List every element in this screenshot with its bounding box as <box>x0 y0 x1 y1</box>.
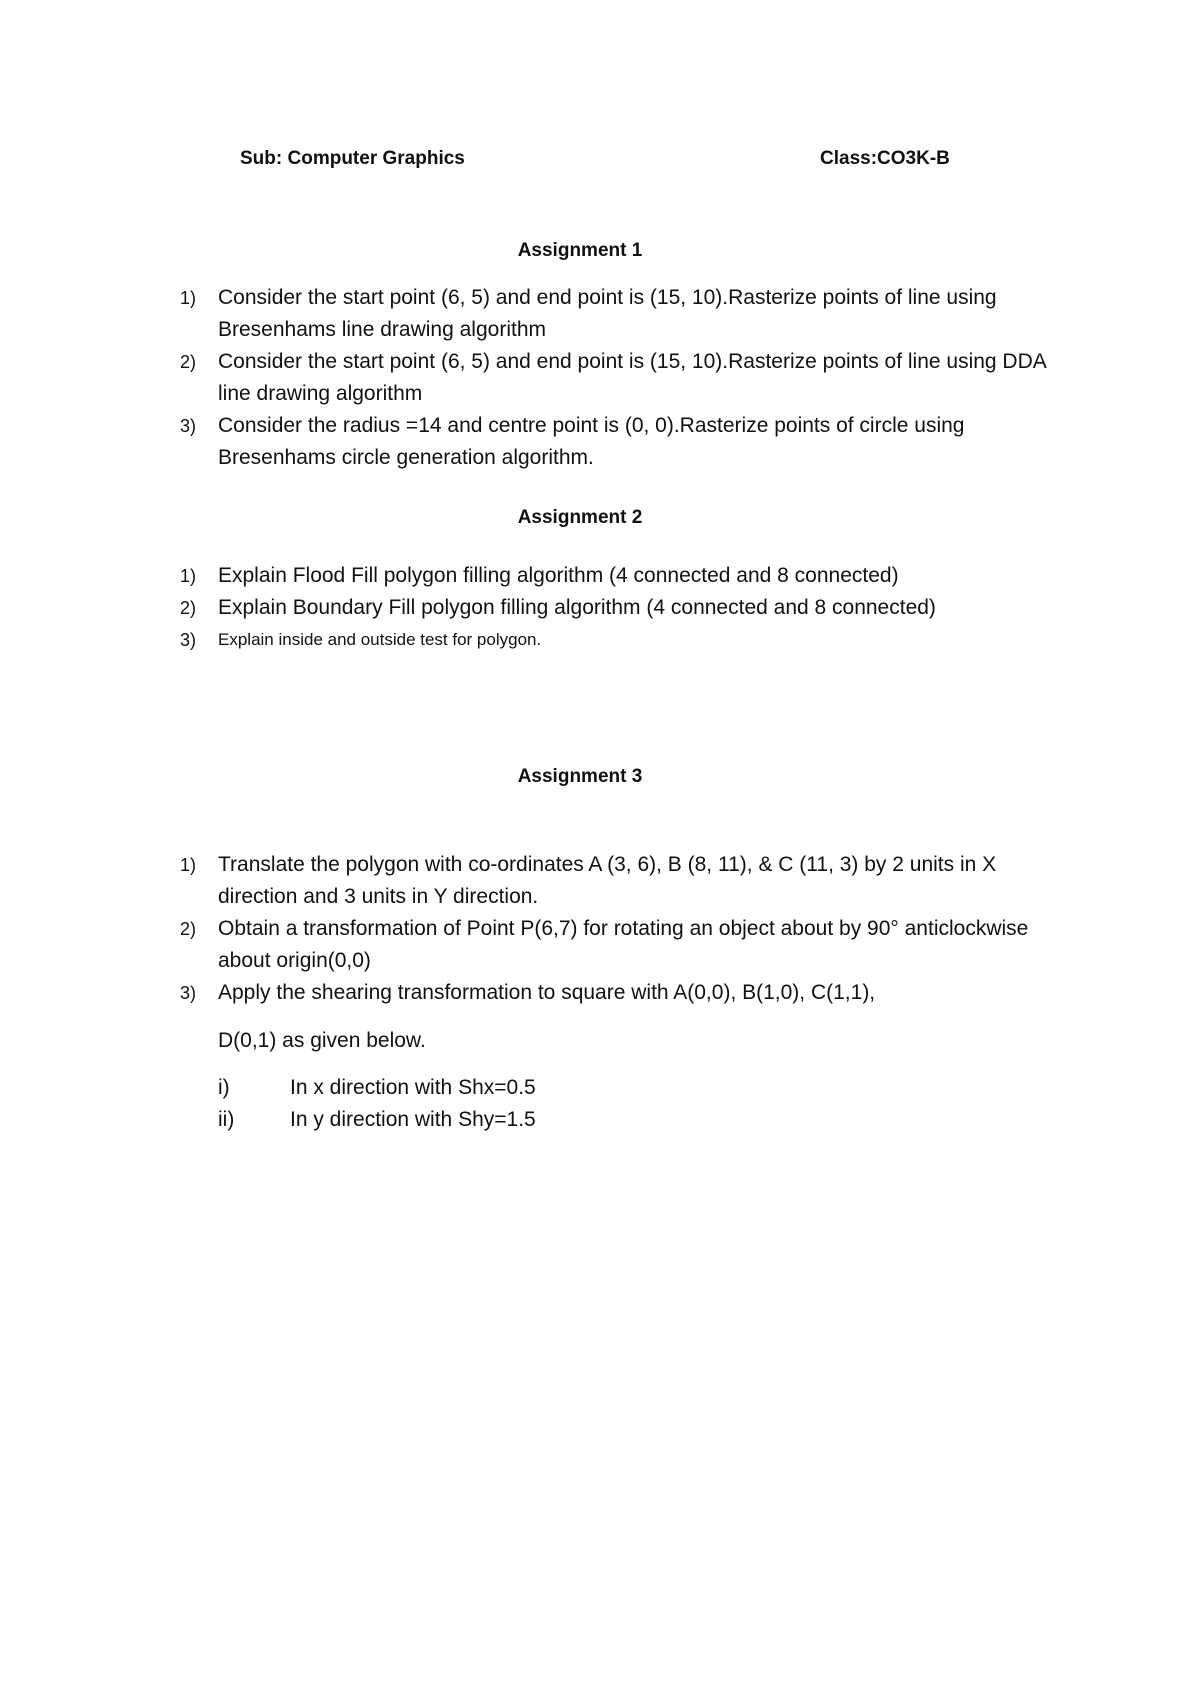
item-text: Consider the start point (6, 5) and end point is (15, 10).Rasterize points of line using DDA line drawing algorithm <box>218 350 1046 405</box>
shearing-continuation: D(0,1) as given below. <box>218 1029 426 1052</box>
list-item <box>180 624 1080 656</box>
item-text: Explain Flood Fill polygon filling algorithm (4 connected and 8 connected) <box>218 564 899 587</box>
sub-item-number: ii) <box>218 1108 235 1131</box>
item-number: 3) <box>180 983 197 1003</box>
assignment-2-title: Assignment 2 <box>517 507 643 528</box>
sub-list-item <box>218 1072 536 1104</box>
item-number: 1) <box>180 855 197 875</box>
assignment-3-list <box>180 849 1080 1009</box>
item-number: 1) <box>180 566 197 586</box>
item-number: 3) <box>180 416 197 436</box>
subject-label: Sub: Computer Graphics <box>240 148 465 169</box>
class-label: Class:CO3K-B <box>820 148 950 169</box>
list-item <box>180 849 1080 913</box>
list-item <box>180 282 1080 346</box>
assignment-1-title: Assignment 1 <box>517 240 643 261</box>
item-number: 3) <box>180 630 197 650</box>
sub-item-text: In x direction with Shx=0.5 <box>290 1076 536 1099</box>
list-item <box>180 913 1080 977</box>
item-number: 2) <box>180 598 197 618</box>
sub-item-text: In y direction with Shy=1.5 <box>290 1108 536 1131</box>
assignment-3-title: Assignment 3 <box>517 766 643 787</box>
shearing-sublist <box>218 1072 536 1136</box>
sub-list-item <box>218 1104 536 1136</box>
item-number: 2) <box>180 919 197 939</box>
item-text: Apply the shearing transformation to square with A(0,0), B(1,0), C(1,1), <box>218 981 876 1004</box>
item-text: Consider the start point (6, 5) and end point is (15, 10).Rasterize points of line using Bresenhams line drawing algorithm <box>218 286 997 341</box>
item-number: 1) <box>180 288 197 308</box>
item-text: Explain inside and outside test for polygon. <box>218 630 542 649</box>
item-number: 2) <box>180 352 197 372</box>
list-item <box>180 977 1080 1009</box>
assignment-1-list <box>180 282 1080 474</box>
sub-item-number: i) <box>218 1076 230 1099</box>
list-item <box>180 346 1080 410</box>
item-text: Consider the radius =14 and centre point is (0, 0).Rasterize points of circle using Bresenhams circle generation algorithm. <box>218 414 965 469</box>
item-text: Translate the polygon with co-ordinates A (3, 6), B (8, 11), & C (11, 3) by 2 units in X direction and 3 units in Y direction. <box>218 853 997 908</box>
list-item <box>180 560 1080 592</box>
list-item <box>180 592 1080 624</box>
list-item <box>180 410 1080 474</box>
item-text: Obtain a transformation of Point P(6,7) for rotating an object about by 90° anticlockwise about origin(0,0) <box>218 917 1029 972</box>
item-text: Explain Boundary Fill polygon filling algorithm (4 connected and 8 connected) <box>218 596 936 619</box>
assignment-2-list <box>180 560 1080 656</box>
